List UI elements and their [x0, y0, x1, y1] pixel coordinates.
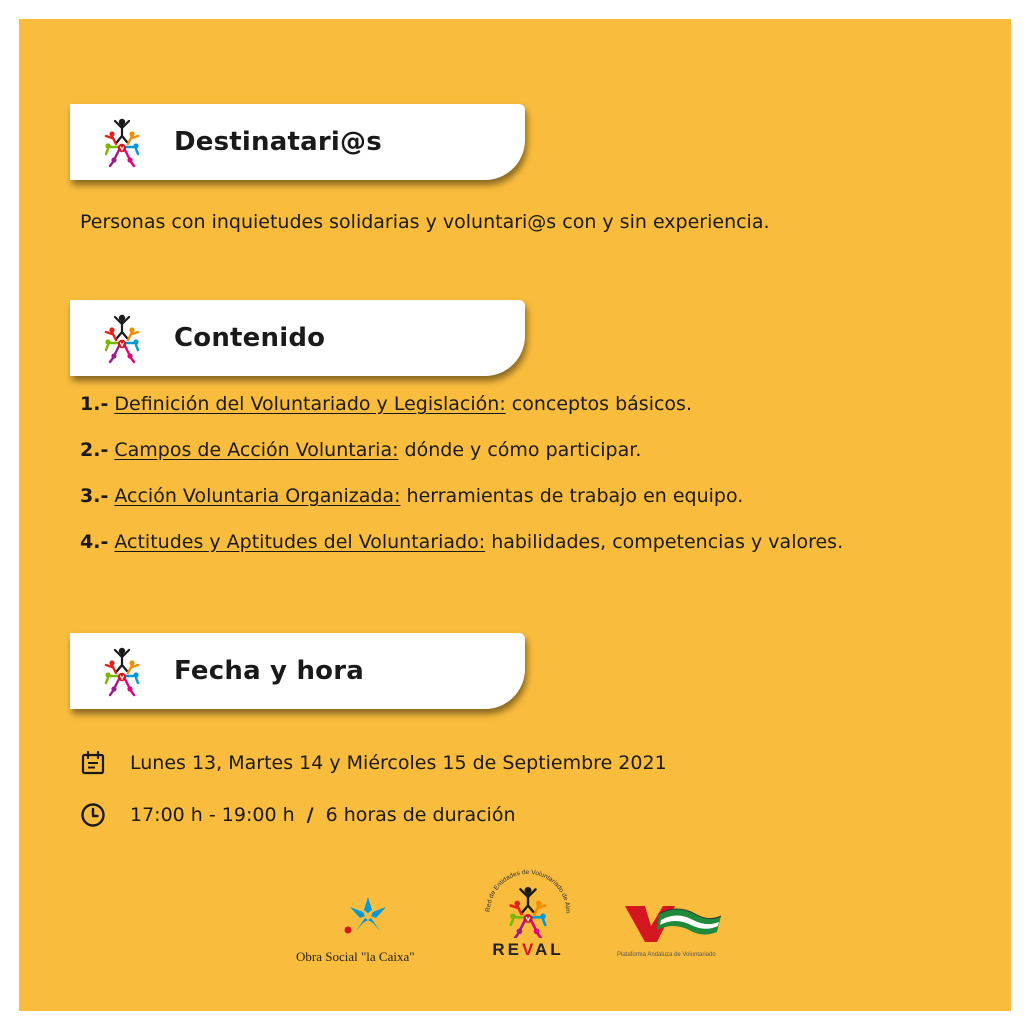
item-number: 1.-	[80, 393, 109, 415]
section-header-fecha	[70, 633, 525, 709]
item-number: 4.-	[80, 531, 109, 553]
clock-icon	[80, 802, 106, 828]
volunteers-logo-icon	[100, 312, 144, 364]
item-description: habilidades, competencias y valores.	[491, 531, 844, 553]
separator: /	[306, 804, 314, 826]
item-topic: Campos de Acción Voluntaria:	[114, 439, 399, 461]
item-number: 2.-	[80, 439, 109, 461]
pav-logo-text: Plataforma Andaluza de Voluntariado	[617, 952, 716, 958]
item-number: 3.-	[80, 485, 109, 507]
section-title: Destinatari@s	[174, 127, 382, 157]
section-title: Fecha y hora	[174, 656, 364, 686]
volunteers-logo-icon	[100, 116, 144, 168]
caixa-logo-text: Obra Social "la Caixa"	[296, 949, 415, 964]
item-description: conceptos básicos.	[511, 393, 692, 415]
volunteers-logo-icon	[100, 645, 144, 697]
item-topic: Acción Voluntaria Organizada:	[114, 485, 401, 507]
item-topic: Definición del Voluntariado y Legislación:	[114, 393, 506, 415]
list-item	[80, 388, 843, 434]
list-item	[80, 434, 843, 480]
caixa-logo	[296, 893, 446, 963]
svg-text:Red de Entidades de Voluntaria: Red de Entidades de Voluntariado de Alm	[484, 868, 572, 914]
item-topic: Actitudes y Aptitudes del Voluntariado:	[114, 531, 486, 553]
reval-emblem-icon	[478, 866, 578, 938]
list-item	[80, 480, 843, 526]
pav-v-flag-icon	[617, 898, 727, 946]
section-header-destinatarios	[70, 104, 525, 180]
pav-logo	[617, 898, 742, 958]
item-description: dónde y cómo participar.	[404, 439, 642, 461]
reval-logo-text: REVAL	[492, 940, 564, 959]
list-item	[80, 526, 843, 572]
section-header-contenido	[70, 300, 525, 376]
reval-logo	[478, 866, 578, 966]
contenido-list	[80, 388, 843, 572]
section-title: Contenido	[174, 323, 326, 353]
time-text: 17:00 h - 19:00 h	[130, 804, 295, 826]
duration-text: 6 horas de duración	[325, 804, 516, 826]
item-description: herramientas de trabajo en equipo.	[406, 485, 744, 507]
calendar-icon	[80, 750, 106, 776]
time-row	[80, 802, 516, 828]
date-text: Lunes 13, Martes 14 y Miércoles 15 de Septiembre 2021	[130, 752, 667, 774]
caixa-star-icon	[296, 893, 446, 941]
date-row	[80, 750, 667, 776]
destinatarios-text: Personas con inquietudes solidarias y voluntari@s con y sin experiencia.	[80, 211, 770, 233]
